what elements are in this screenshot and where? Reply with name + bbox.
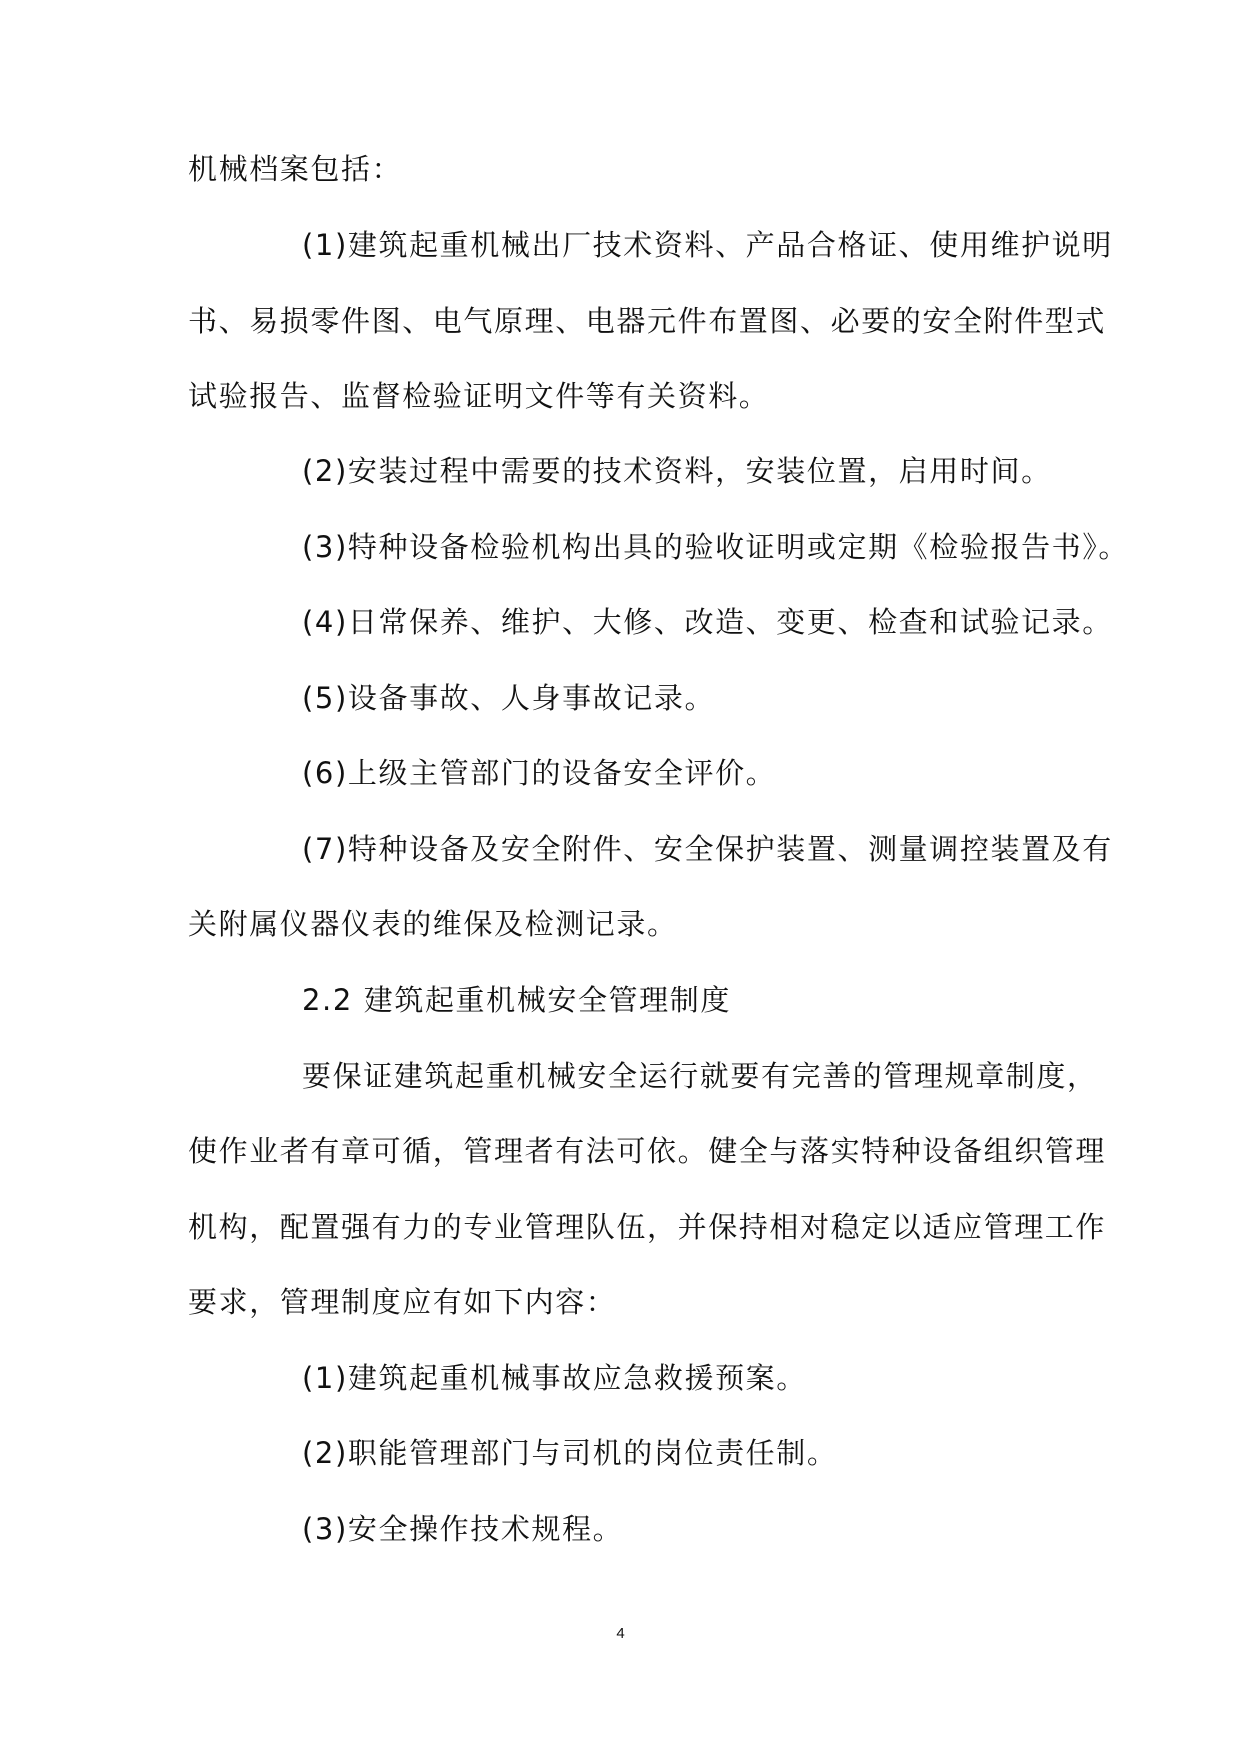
- paragraph-line: 要求，管理制度应有如下内容：: [188, 1285, 617, 1319]
- paragraph-line: 机构，配置强有力的专业管理队伍，并保持相对稳定以适应管理工作: [188, 1210, 1107, 1244]
- list-item-line: (3)特种设备检验机构出具的验收证明或定期《检验报告书》。: [302, 530, 1129, 564]
- list-item-line: 试验报告、监督检验证明文件等有关资料。: [188, 379, 770, 413]
- paragraph-line: 机械档案包括：: [188, 152, 403, 186]
- page-number: 4: [616, 1625, 625, 1642]
- list-item-line: (3)安全操作技术规程。: [302, 1512, 624, 1546]
- list-item-line: (2)职能管理部门与司机的岗位责任制。: [302, 1436, 838, 1470]
- list-item-line: (4)日常保养、维护、大修、改造、变更、检查和试验记录。: [302, 605, 1113, 639]
- section-heading: 2.2 建筑起重机械安全管理制度: [302, 983, 731, 1017]
- list-item-line: (7)特种设备及安全附件、安全保护装置、测量调控装置及有: [302, 832, 1113, 866]
- list-item-line: 关附属仪器仪表的维保及检测记录。: [188, 907, 678, 941]
- list-item-line: (1)建筑起重机械出厂技术资料、产品合格证、使用维护说明: [302, 228, 1113, 262]
- list-item-line: (5)设备事故、人身事故记录。: [302, 681, 716, 715]
- list-item-line: 书、易损零件图、电气原理、电器元件布置图、必要的安全附件型式: [188, 304, 1107, 338]
- paragraph-line: 使作业者有章可循，管理者有法可依。健全与落实特种设备组织管理: [188, 1134, 1107, 1168]
- list-item-line: (2)安装过程中需要的技术资料，安装位置，启用时间。: [302, 454, 1052, 488]
- list-item-line: (1)建筑起重机械事故应急救援预案。: [302, 1361, 807, 1395]
- list-item-line: (6)上级主管部门的设备安全评价。: [302, 756, 777, 790]
- paragraph-line: 要保证建筑起重机械安全运行就要有完善的管理规章制度，: [302, 1059, 1098, 1093]
